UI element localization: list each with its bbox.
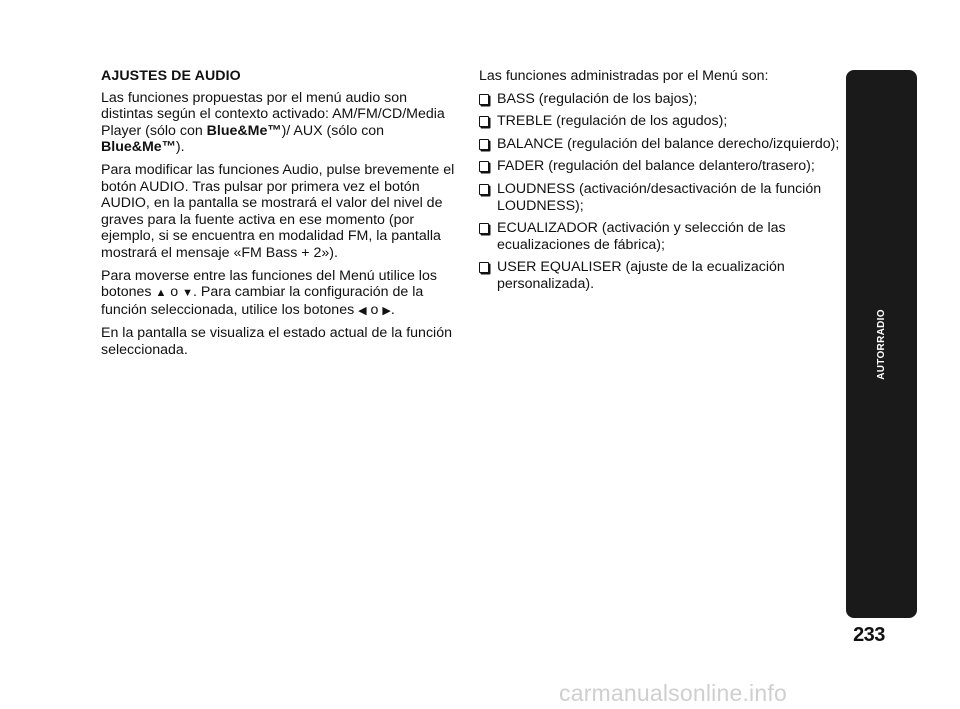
paragraph-context-text-3: ). (175, 139, 185, 156)
checkbox-bullet-icon (479, 262, 489, 273)
paragraph-context-text-1: Las funciones propuestas por el menú audio son distintas según el contexto activado: AM/FM/CD/Media Player (sólo con (101, 89, 445, 139)
paragraph-navigation-text-1: Para moverse entre las funciones del Menú utilice los botones (101, 267, 437, 301)
left-column (101, 68, 461, 365)
paragraph-context (101, 90, 461, 156)
watermark: carmanualsonline.info (559, 680, 787, 706)
list-item (479, 91, 841, 108)
arrow-right-icon: ▶ (382, 304, 391, 317)
list-item (479, 259, 841, 292)
paragraph-navigation-text-4: o (366, 301, 383, 318)
list-item (479, 113, 841, 130)
menu-function-list (479, 91, 841, 293)
checkbox-bullet-icon (479, 223, 489, 234)
checkbox-bullet-icon (479, 94, 489, 105)
section-title: AJUSTES DE AUDIO (101, 68, 241, 84)
list-item-text: BASS (regulación de los bajos); (497, 90, 698, 107)
paragraph-display-state: En la pantalla se visualiza el estado actual de la función seleccionada. (101, 325, 452, 358)
chapter-name: AUTORRADIO (876, 308, 887, 380)
arrow-left-icon: ◀ (358, 304, 367, 317)
paragraph-navigation-text-2: o (166, 284, 183, 301)
list-item (479, 220, 841, 253)
chapter-side-tab-label (846, 70, 917, 618)
paragraph-navigation (101, 268, 461, 320)
list-item-text: BALANCE (regulación del balance derecho/izquierdo); (497, 135, 840, 152)
arrow-up-icon: ▲ (155, 287, 167, 300)
paragraph-audio-button: Para modificar las funciones Audio, pulse brevemente el botón AUDIO. Tras pulsar por primera vez el botón AUDIO, en la pantalla se mostrará el valor del nivel de graves para la fuente activa en ese momento (por ejemplo, si se encuentra en modalidad FM, la pantalla mostrará el mensaje «FM Bass + 2»). (101, 161, 455, 261)
menu-intro: Las funciones administradas por el Menú son: (479, 68, 769, 84)
page-number: 233 (853, 624, 885, 646)
list-item (479, 158, 841, 175)
list-item-text: ECUALIZADOR (activación y selección de las ecualizaciones de fábrica); (497, 220, 786, 253)
list-item-text: TREBLE (regulación de los agudos); (497, 113, 728, 130)
paragraph-navigation-text-3: . Para cambiar la configuración de la función seleccionada, utilice los botones (101, 284, 424, 318)
right-column (479, 68, 841, 299)
list-item (479, 181, 841, 214)
paragraph-navigation-text-5: . (390, 301, 395, 318)
list-item-text: FADER (regulación del balance delantero/trasero); (497, 158, 815, 175)
checkbox-bullet-icon (479, 116, 489, 127)
blueme-label-2: Blue&Me™ (101, 139, 176, 156)
checkbox-bullet-icon (479, 139, 489, 150)
blueme-label-1: Blue&Me™ (206, 122, 282, 139)
list-item (479, 136, 841, 153)
checkbox-bullet-icon (479, 161, 489, 172)
checkbox-bullet-icon (479, 184, 489, 195)
paragraph-context-text-2: )/ AUX (sólo con (281, 122, 385, 139)
list-item-text: LOUDNESS (activación/desactivación de la función LOUDNESS); (497, 180, 822, 214)
arrow-down-icon: ▼ (182, 287, 193, 300)
list-item-text: USER EQUALISER (ajuste de la ecualización personalizada). (497, 259, 785, 292)
